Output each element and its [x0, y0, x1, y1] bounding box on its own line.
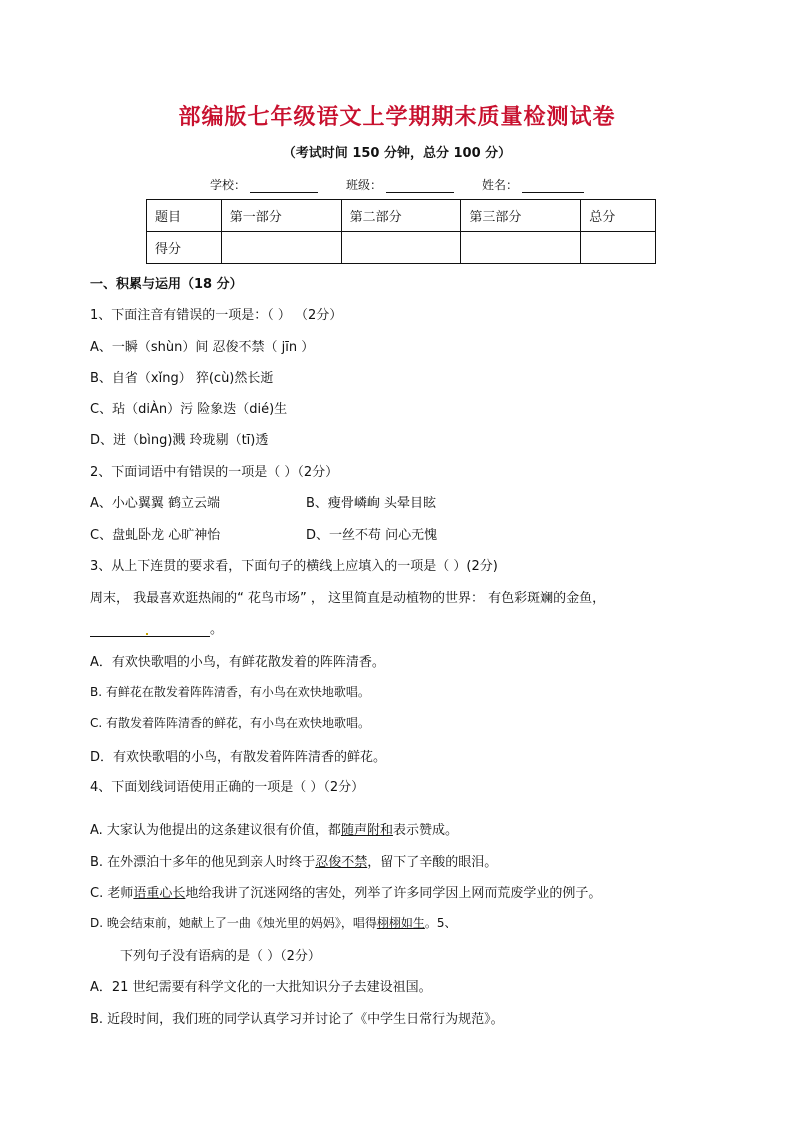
- table-cell: 总分: [581, 200, 656, 232]
- class-blank: [386, 180, 454, 193]
- school-blank: [250, 180, 318, 193]
- table-cell: 得分: [147, 232, 222, 264]
- underlined-phrase: 栩栩如生: [376, 916, 425, 930]
- question-5-option-b: B. 近段时间，我们班的同学认真学习并讨论了《中学生日常行为规范》。: [90, 1012, 504, 1027]
- question-3-option-c: C. 有散发着阵阵清香的鲜花，有小鸟在欢快地歌唱。: [90, 716, 371, 730]
- question-3-option-a: A．有欢快歌唱的小鸟，有鲜花散发着的阵阵清香。: [90, 655, 385, 670]
- table-cell: 第三部分: [461, 200, 581, 232]
- question-4-stem: 4、下面划线词语使用正确的一项是（ ）（2分）: [90, 780, 365, 795]
- question-3-option-b: B. 有鲜花在散发着阵阵清香，有小鸟在欢快地歌唱。: [90, 685, 370, 699]
- question-3-context: 周末， 我最喜欢逛热闹的“ 花鸟市场” ， 这里简直是动植物的世界： 有色彩斑斓的金鱼，: [90, 591, 606, 606]
- table-cell: [461, 232, 581, 264]
- question-1-option-a: A、一瞬（shùn）间 忍俊不禁（ jīn ）: [90, 340, 315, 355]
- name-blank: [522, 180, 584, 193]
- school-field: 学校：: [210, 176, 318, 193]
- question-1-option-d: D、迸（bìng)溅 玲珑剔（tī)透: [90, 433, 269, 448]
- question-3-stem: 3、从上下连贯的要求看，下面句子的横线上应填入的一项是（ ）(2分): [90, 559, 498, 574]
- table-cell: [581, 232, 656, 264]
- section-title: 一、积累与运用（18 分）: [90, 277, 243, 292]
- student-info-row: [210, 176, 584, 193]
- name-field: 姓名：: [482, 176, 584, 193]
- question-4-option-c: C. 老师语重心长地给我讲了沉迷网络的害处，列举了许多同学因上网而荒废学业的例子。: [90, 886, 602, 901]
- question-5-stem: 下列句子没有语病的是（ ）（2分）: [120, 949, 321, 964]
- question-4-option-b: B. 在外漂泊十多年的他见到亲人时终于忍俊不禁，留下了辛酸的眼泪。: [90, 855, 498, 870]
- page-title: 部编版七年级语文上学期期末质量检测试卷: [178, 105, 616, 130]
- question-2-option-c: C、盘虬卧龙 心旷神怡: [90, 528, 221, 543]
- question-3-option-d: D．有欢快歌唱的小鸟，有散发着阵阵清香的鲜花。: [90, 750, 387, 765]
- underlined-phrase: 忍俊不禁: [315, 855, 368, 870]
- question-1-stem: 1、下面注音有错误的一项是：（ ） （2分）: [90, 308, 343, 323]
- table-cell: 第一部分: [221, 200, 341, 232]
- question-4-option-a: A. 大家认为他提出的这条建议很有价值，都随声附和表示赞成。: [90, 823, 458, 838]
- underlined-phrase: 语重心长: [133, 886, 186, 901]
- table-cell: [221, 232, 341, 264]
- underlined-phrase: 随声附和: [340, 823, 393, 838]
- answer-blank: [90, 622, 210, 637]
- question-2-option-b: B、瘦骨嶙峋 头晕目眩: [306, 496, 437, 511]
- table-cell: 第二部分: [341, 200, 461, 232]
- score-table-row: [147, 232, 656, 264]
- question-2-option-a: A、小心翼翼 鹤立云端: [90, 496, 221, 511]
- table-cell: 题目: [147, 200, 222, 232]
- score-table-header: [147, 200, 656, 232]
- class-field: 班级：: [346, 176, 454, 193]
- score-table: [146, 199, 656, 264]
- question-1-option-c: C、玷（diÀn）污 险象迭（dié)生: [90, 402, 288, 417]
- table-cell: [341, 232, 461, 264]
- question-2-stem: 2、下面词语中有错误的一项是（ ）（2分）: [90, 465, 339, 480]
- question-1-option-b: B、自省（xǐng） 猝(cù)然长逝: [90, 371, 274, 386]
- question-2-option-d: D、一丝不苟 问心无愧: [306, 528, 438, 543]
- question-4-option-d: D. 晚会结束前，她献上了一曲《烛光里的妈妈》，唱得栩栩如生。5、: [90, 916, 457, 930]
- question-3-blank-line: 。: [90, 618, 223, 637]
- question-5-option-a: A．21 世纪需要有科学文化的一大批知识分子去建设祖国。: [90, 980, 432, 995]
- exam-subtitle: （考试时间 150 分钟，总分 100 分）: [282, 146, 512, 161]
